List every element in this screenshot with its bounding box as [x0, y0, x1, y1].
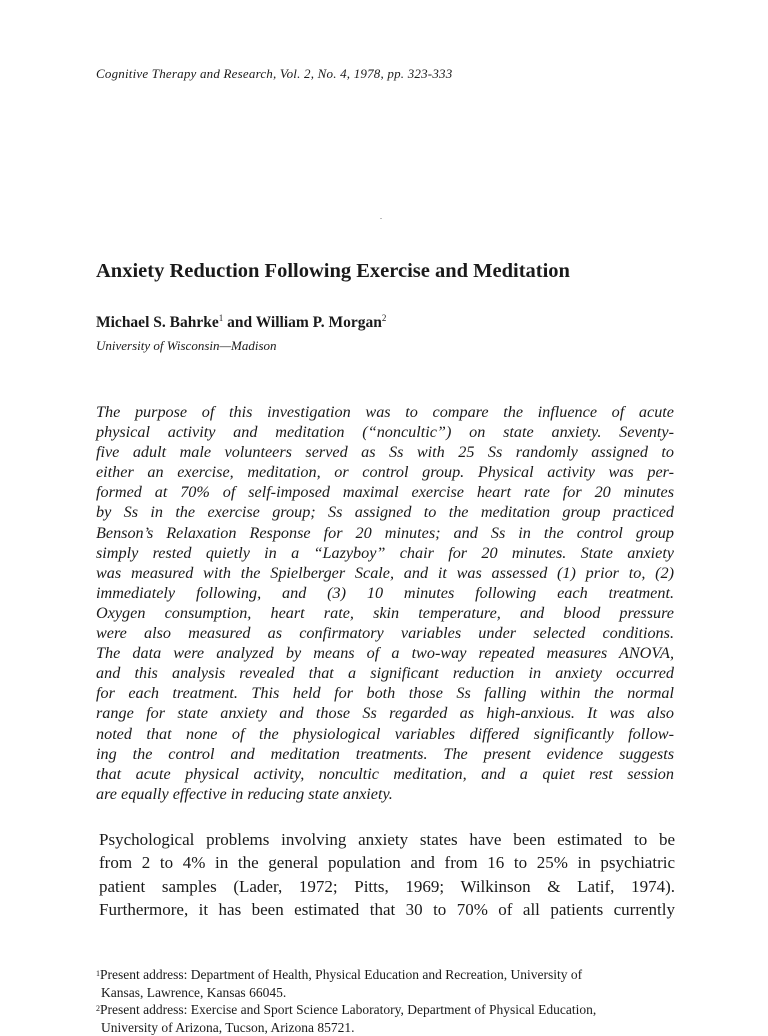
author-joiner: and — [223, 314, 255, 331]
article-title: Anxiety Reduction Following Exercise and Meditation — [96, 260, 570, 283]
footnote-1-line-1 — [96, 966, 674, 984]
abstract-line: by Ss in the exercise group; Ss assigned to the meditation group practiced — [96, 502, 674, 522]
footnote-2-text: Present address: Exercise and Sport Science Laboratory, Department of Physical Education, — [100, 1002, 596, 1017]
author-2: William P. Morgan — [256, 314, 382, 331]
footnote-2-line-2 — [96, 1019, 674, 1036]
affiliation: University of Wisconsin—Madison — [96, 338, 277, 354]
author-1: Michael S. Bahrke — [96, 314, 219, 331]
body-line: Psychological problems involving anxiety states have been estimated to be — [99, 828, 675, 851]
abstract-line: formed at 70% of self-imposed maximal exercise heart rate for 20 minutes — [96, 482, 674, 502]
abstract-line: range for state anxiety and those Ss regarded as high-anxious. It was also — [96, 703, 674, 723]
author-line — [96, 314, 386, 332]
body-paragraph — [99, 828, 675, 921]
footnote-1-continuation: Kansas, Lawrence, Kansas 66045. — [96, 985, 286, 1000]
abstract-line: The purpose of this investigation was to compare the influence of acute — [96, 402, 674, 422]
footnote-2-continuation: University of Arizona, Tucson, Arizona 85721. — [96, 1020, 354, 1035]
abstract-line: simply rested quietly in a “Lazyboy” chair for 20 minutes. State anxiety — [96, 543, 674, 563]
abstract-line: are equally effective in reducing state anxiety. — [96, 784, 674, 804]
abstract-line: ing the control and meditation treatments. The present evidence suggests — [96, 744, 674, 764]
abstract-line: either an exercise, meditation, or control group. Physical activity was per- — [96, 462, 674, 482]
footnote-1-line-2 — [96, 984, 674, 1002]
author-1-footnote-mark: 1 — [219, 313, 224, 323]
abstract-line: and this analysis revealed that a significant reduction in anxiety occurred — [96, 663, 674, 683]
abstract-line: physical activity and meditation (“noncultic”) on state anxiety. Seventy- — [96, 422, 674, 442]
body-line: from 2 to 4% in the general population and from 16 to 25% in psychiatric — [99, 851, 675, 874]
footnote-1-text: Present address: Department of Health, Physical Education and Recreation, University of — [100, 967, 582, 982]
author-2-footnote-mark: 2 — [382, 313, 387, 323]
print-speck — [380, 218, 382, 219]
abstract-line: Benson’s Relaxation Response for 20 minutes; and Ss in the control group — [96, 523, 674, 543]
abstract-line: immediately following, and (3) 10 minutes following each treatment. — [96, 583, 674, 603]
journal-citation: Cognitive Therapy and Research, Vol. 2, No. 4, 1978, pp. 323-333 — [96, 66, 452, 82]
footnotes — [96, 966, 674, 1036]
abstract-line: that acute physical activity, noncultic meditation, and a quiet rest session — [96, 764, 674, 784]
body-line: Furthermore, it has been estimated that 30 to 70% of all patients currently — [99, 898, 675, 921]
abstract-line: Oxygen consumption, heart rate, skin temperature, and blood pressure — [96, 603, 674, 623]
footnote-1-mark: 1 — [96, 969, 100, 978]
abstract-line: noted that none of the physiological variables differed significantly follow- — [96, 724, 674, 744]
abstract-line: was measured with the Spielberger Scale, and it was assessed (1) prior to, (2) — [96, 563, 674, 583]
footnote-2-mark: 2 — [96, 1004, 100, 1013]
abstract-line: were also measured as confirmatory variables under selected conditions. — [96, 623, 674, 643]
abstract-line: The data were analyzed by means of a two-way repeated measures ANOVA, — [96, 643, 674, 663]
abstract — [96, 402, 674, 804]
footnote-2-line-1 — [96, 1001, 674, 1019]
body-line: patient samples (Lader, 1972; Pitts, 1969; Wilkinson & Latif, 1974). — [99, 875, 675, 898]
abstract-line: for each treatment. This held for both those Ss falling within the normal — [96, 683, 674, 703]
abstract-line: five adult male volunteers served as Ss with 25 Ss randomly assigned to — [96, 442, 674, 462]
